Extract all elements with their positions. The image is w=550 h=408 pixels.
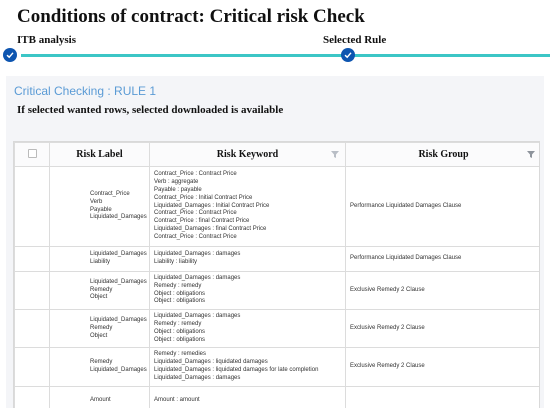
risk-label: Liquidated_Damages (90, 317, 147, 324)
risk-label: Object (90, 294, 108, 301)
risk-keyword: Amount : amount (154, 397, 200, 404)
risk-label: Remedy (90, 286, 113, 293)
row-checkbox-cell[interactable] (15, 310, 50, 348)
risk-keyword: Liquidated_Damages : final Contract Price (154, 225, 267, 232)
risk-group-cell (346, 348, 541, 386)
risk-keyword: Verb : aggregate (154, 179, 199, 186)
risk-keyword: Remedy : remedies (154, 351, 207, 358)
risk-label: Liability (90, 259, 111, 265)
risk-keyword: Payable : payable (154, 187, 202, 193)
select-all-checkbox[interactable] (28, 149, 37, 158)
risk-group: Exclusive Remedy 2 Clause (350, 286, 425, 293)
risk-group: Exclusive Remedy 2 Clause (350, 324, 425, 331)
risk-group: Performance Liquidated Damages Clause (350, 255, 462, 262)
risk-keyword-cell (150, 247, 346, 272)
risk-keyword: Contract_Price : Contract Price (154, 171, 237, 178)
risk-label-cell (50, 272, 150, 310)
table-row[interactable] (15, 167, 541, 247)
column-header-risk-keyword-label: Risk Keyword (216, 149, 279, 160)
risk-group-cell (346, 272, 541, 310)
row-checkbox-cell[interactable] (15, 167, 50, 247)
step-1-check-icon[interactable] (3, 48, 17, 62)
column-header-risk-label[interactable]: Risk Label (50, 143, 150, 167)
risk-group-cell (346, 310, 541, 348)
risk-keyword-cell (150, 167, 346, 247)
table-body (15, 167, 541, 408)
step-label-selected-rule: Selected Rule (323, 34, 387, 46)
column-header-risk-keyword[interactable] (150, 143, 346, 167)
step-2-check-icon[interactable] (341, 48, 355, 62)
risk-keyword-cell (150, 348, 346, 386)
column-header-risk-group-label: Risk Group (418, 149, 469, 160)
risk-keyword: Remedy : remedy (154, 320, 202, 327)
risk-keyword: Liquidated_Damages : liquidated damages for late completion (154, 366, 319, 373)
table-row[interactable] (15, 386, 541, 408)
risk-keyword: Object : obligations (154, 328, 206, 335)
rule-title: Critical Checking : RULE 1 (14, 84, 157, 98)
table-row[interactable] (15, 310, 541, 348)
risk-group-cell (346, 167, 541, 247)
table-row[interactable] (15, 272, 541, 310)
risk-keyword: Liquidated_Damages : liquidated damages (154, 359, 268, 366)
risk-group-cell (346, 247, 541, 272)
stepper-progress-line (21, 54, 342, 57)
risk-keyword: Object : obligations (154, 336, 206, 343)
row-checkbox-cell[interactable] (15, 348, 50, 386)
risk-keyword: Remedy : remedy (154, 282, 202, 289)
risk-keyword: Liquidated_Damages : damages (154, 313, 241, 320)
risk-table (13, 141, 540, 408)
stepper-progress-line-right (354, 54, 550, 57)
row-checkbox-cell[interactable] (15, 386, 50, 408)
table-row[interactable] (15, 348, 541, 386)
risk-label-cell (50, 310, 150, 348)
risk-label: Contract_Price (90, 190, 130, 197)
risk-keyword: Object : obligations (154, 290, 206, 297)
risk-label: Object (90, 332, 108, 339)
table-header-row (15, 143, 541, 167)
column-header-risk-group[interactable] (346, 143, 541, 167)
filter-icon[interactable] (331, 151, 339, 158)
risk-label: Payable (90, 206, 112, 213)
risk-label-cell (50, 348, 150, 386)
table-row[interactable] (15, 247, 541, 272)
page-title: Conditions of contract: Critical risk Check (17, 6, 365, 27)
risk-keyword-cell (150, 386, 346, 408)
risk-label: Remedy (90, 324, 113, 331)
select-all-checkbox-cell[interactable] (15, 143, 50, 167)
risk-keyword-cell (150, 272, 346, 310)
risk-group: Performance Liquidated Damages Clause (350, 202, 462, 209)
risk-label: Liquidated_Damages (90, 278, 147, 285)
risk-keyword: Liquidated_Damages : Initial Contract Price (154, 202, 270, 209)
risk-label: Amount (90, 397, 111, 404)
risk-keyword: Liquidated_Damages : damages (154, 374, 241, 381)
risk-keyword: Liquidated_Damages : damages (154, 275, 241, 281)
risk-label-cell (50, 386, 150, 408)
row-checkbox-cell[interactable] (15, 247, 50, 272)
risk-label-cell (50, 167, 150, 247)
risk-label: Verb (90, 198, 103, 205)
risk-keyword: Liquidated_Damages : damages (154, 251, 241, 258)
risk-label: Liquidated_Damages (90, 251, 147, 258)
risk-keyword: Contract_Price : Initial Contract Price (154, 194, 253, 201)
filter-icon[interactable] (527, 151, 535, 158)
risk-keyword: Contract_Price : final Contract Price (154, 218, 250, 225)
risk-group: Exclusive Remedy 2 Clause (350, 363, 425, 370)
row-checkbox-cell[interactable] (15, 272, 50, 310)
risk-keyword: Contract_Price : Contract Price (154, 233, 237, 240)
risk-group-cell (346, 386, 541, 408)
step-label-itb-analysis: ITB analysis (17, 34, 76, 46)
risk-keyword: Contract_Price : Contract Price (154, 210, 237, 217)
download-notice: If selected wanted rows, selected downloaded is available (17, 104, 284, 116)
risk-label-cell (50, 247, 150, 272)
risk-keyword-cell (150, 310, 346, 348)
risk-keyword: Liability : liability (154, 259, 198, 265)
risk-label: Liquidated_Damages (90, 214, 147, 221)
risk-label: Liquidated_Damages (90, 366, 147, 373)
risk-label: Remedy (90, 359, 113, 366)
risk-keyword: Object : obligations (154, 298, 206, 305)
